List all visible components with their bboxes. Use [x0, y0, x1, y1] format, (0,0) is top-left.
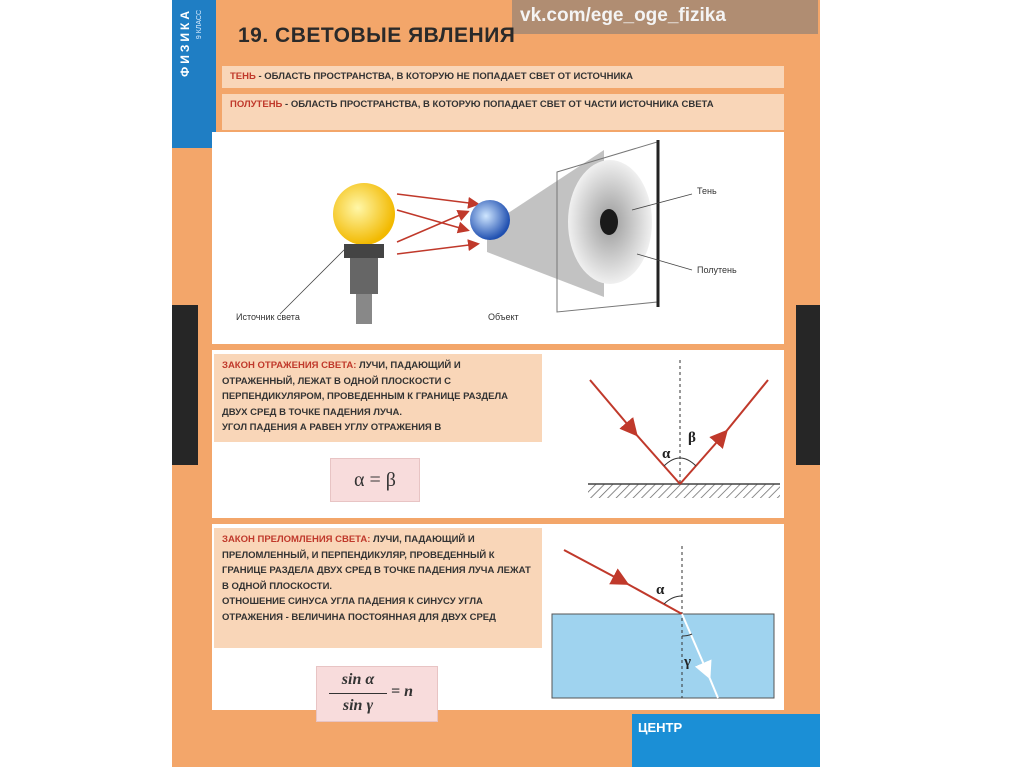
reflection-text: ЛУЧИ, ПАДАЮЩИЙ И ОТРАЖЕННЫЙ, ЛЕЖАТ В ОДНОЙ ПЛОСКОСТИ С ПЕРПЕНДИКУЛЯРОМ, ПРОВЕДЕННЫМ К ГРАНИЦЕ РАЗДЕЛА ДВУХ СРЕД В ТОЧКЕ ПАДЕНИЯ ЛУЧА. [222, 360, 509, 418]
refraction-term: ЗАКОН ПРЕЛОМЛЕНИЯ СВЕТА: [222, 534, 371, 545]
watermark: vk.com/ege_oge_fizika [512, 0, 818, 34]
source-pointer [280, 247, 347, 314]
sidebar-subject: ФИЗИКА [178, 8, 192, 77]
reflection-panel [212, 350, 784, 518]
definition-shadow [222, 66, 784, 88]
beta-arc [680, 458, 696, 466]
beta-label: β [688, 430, 696, 446]
shadow-diagram-panel [212, 132, 784, 344]
label-object: Объект [488, 312, 519, 322]
publisher-logo [632, 714, 820, 767]
ray [397, 244, 477, 254]
formula-denominator: sin γ [342, 697, 374, 714]
alpha-label: α [662, 446, 671, 462]
side-strip-right [796, 305, 820, 465]
refraction-panel [212, 524, 784, 714]
reflected-ray-tail [724, 380, 768, 434]
bulb-base [344, 244, 384, 258]
definition-penumbra [222, 94, 784, 130]
penumbra-text: - ОБЛАСТЬ ПРОСТРАНСТВА, В КОТОРУЮ ПОПАДАЕТ СВЕТ ОТ ЧАСТИ ИСТОЧНИКА СВЕТА [282, 99, 714, 110]
bulb-icon [333, 183, 395, 245]
refraction-text2: ОТНОШЕНИЕ СИНУСА УГЛА ПАДЕНИЯ К СИНУСУ УГЛА ОТРАЖЕНИЯ - ВЕЛИЧИНА ПОСТОЯННАЯ ДЛЯ ДВУХ СРЕД [222, 596, 496, 623]
refraction-diagram [212, 524, 784, 710]
reflection-term: ЗАКОН ОТРАЖЕНИЯ СВЕТА: [222, 360, 357, 371]
object-ball [470, 200, 510, 240]
penumbra-pointer [637, 254, 692, 270]
sidebar-grade: 9 КЛАСС [196, 10, 203, 40]
incident-ray [564, 550, 624, 582]
shadow-text: - ОБЛАСТЬ ПРОСТРАНСТВА, В КОТОРУЮ НЕ ПОПАДАЕТ СВЕТ ОТ ИСТОЧНИКА [255, 71, 633, 82]
incident-ray-tail [634, 432, 680, 484]
label-shadow: Тень [697, 186, 717, 196]
publisher-brand: ЦЕНТР [638, 720, 683, 735]
reflection-text2: УГОЛ ПАДЕНИЯ Α РАВЕН УГЛУ ОТРАЖЕНИЯ Β [222, 422, 442, 433]
shadow-term: ТЕНЬ [230, 71, 256, 82]
penumbra-term: ПОЛУТЕНЬ [230, 99, 283, 110]
reflection-diagram [212, 350, 784, 518]
ray [397, 194, 477, 204]
alpha-label: α [656, 582, 665, 598]
incident-ray [590, 380, 634, 432]
bulb-socket [350, 258, 378, 294]
page-title: 19. СВЕТОВЫЕ ЯВЛЕНИЯ [238, 24, 516, 47]
sidebar-subject-tab [172, 0, 216, 148]
shadow-spot [600, 209, 618, 235]
water-medium [552, 614, 774, 698]
side-strip-left [172, 305, 198, 465]
reflection-formula: α = β [330, 458, 420, 502]
alpha-arc [664, 596, 682, 604]
label-penumbra: Полутень [697, 265, 737, 275]
bulb-stem [356, 294, 372, 324]
formula-equals: = n [391, 683, 414, 700]
formula-numerator: sin α [341, 671, 375, 688]
refraction-text: ЛУЧИ, ПАДАЮЩИЙ И ПРЕЛОМЛЕННЫЙ, И ПЕРПЕНДИКУЛЯР, ПРОВЕДЕННЫЙ К ГРАНИЦЕ РАЗДЕЛА ДВУХ СРЕД В ТОЧКЕ ПАДЕНИЯ ЛУЧА ЛЕЖАТ В ОДНОЙ ПЛОСКОСТИ. [222, 534, 531, 592]
label-source: Источник света [236, 312, 300, 322]
gamma-label: γ [684, 654, 692, 670]
mirror-surface [588, 484, 780, 498]
